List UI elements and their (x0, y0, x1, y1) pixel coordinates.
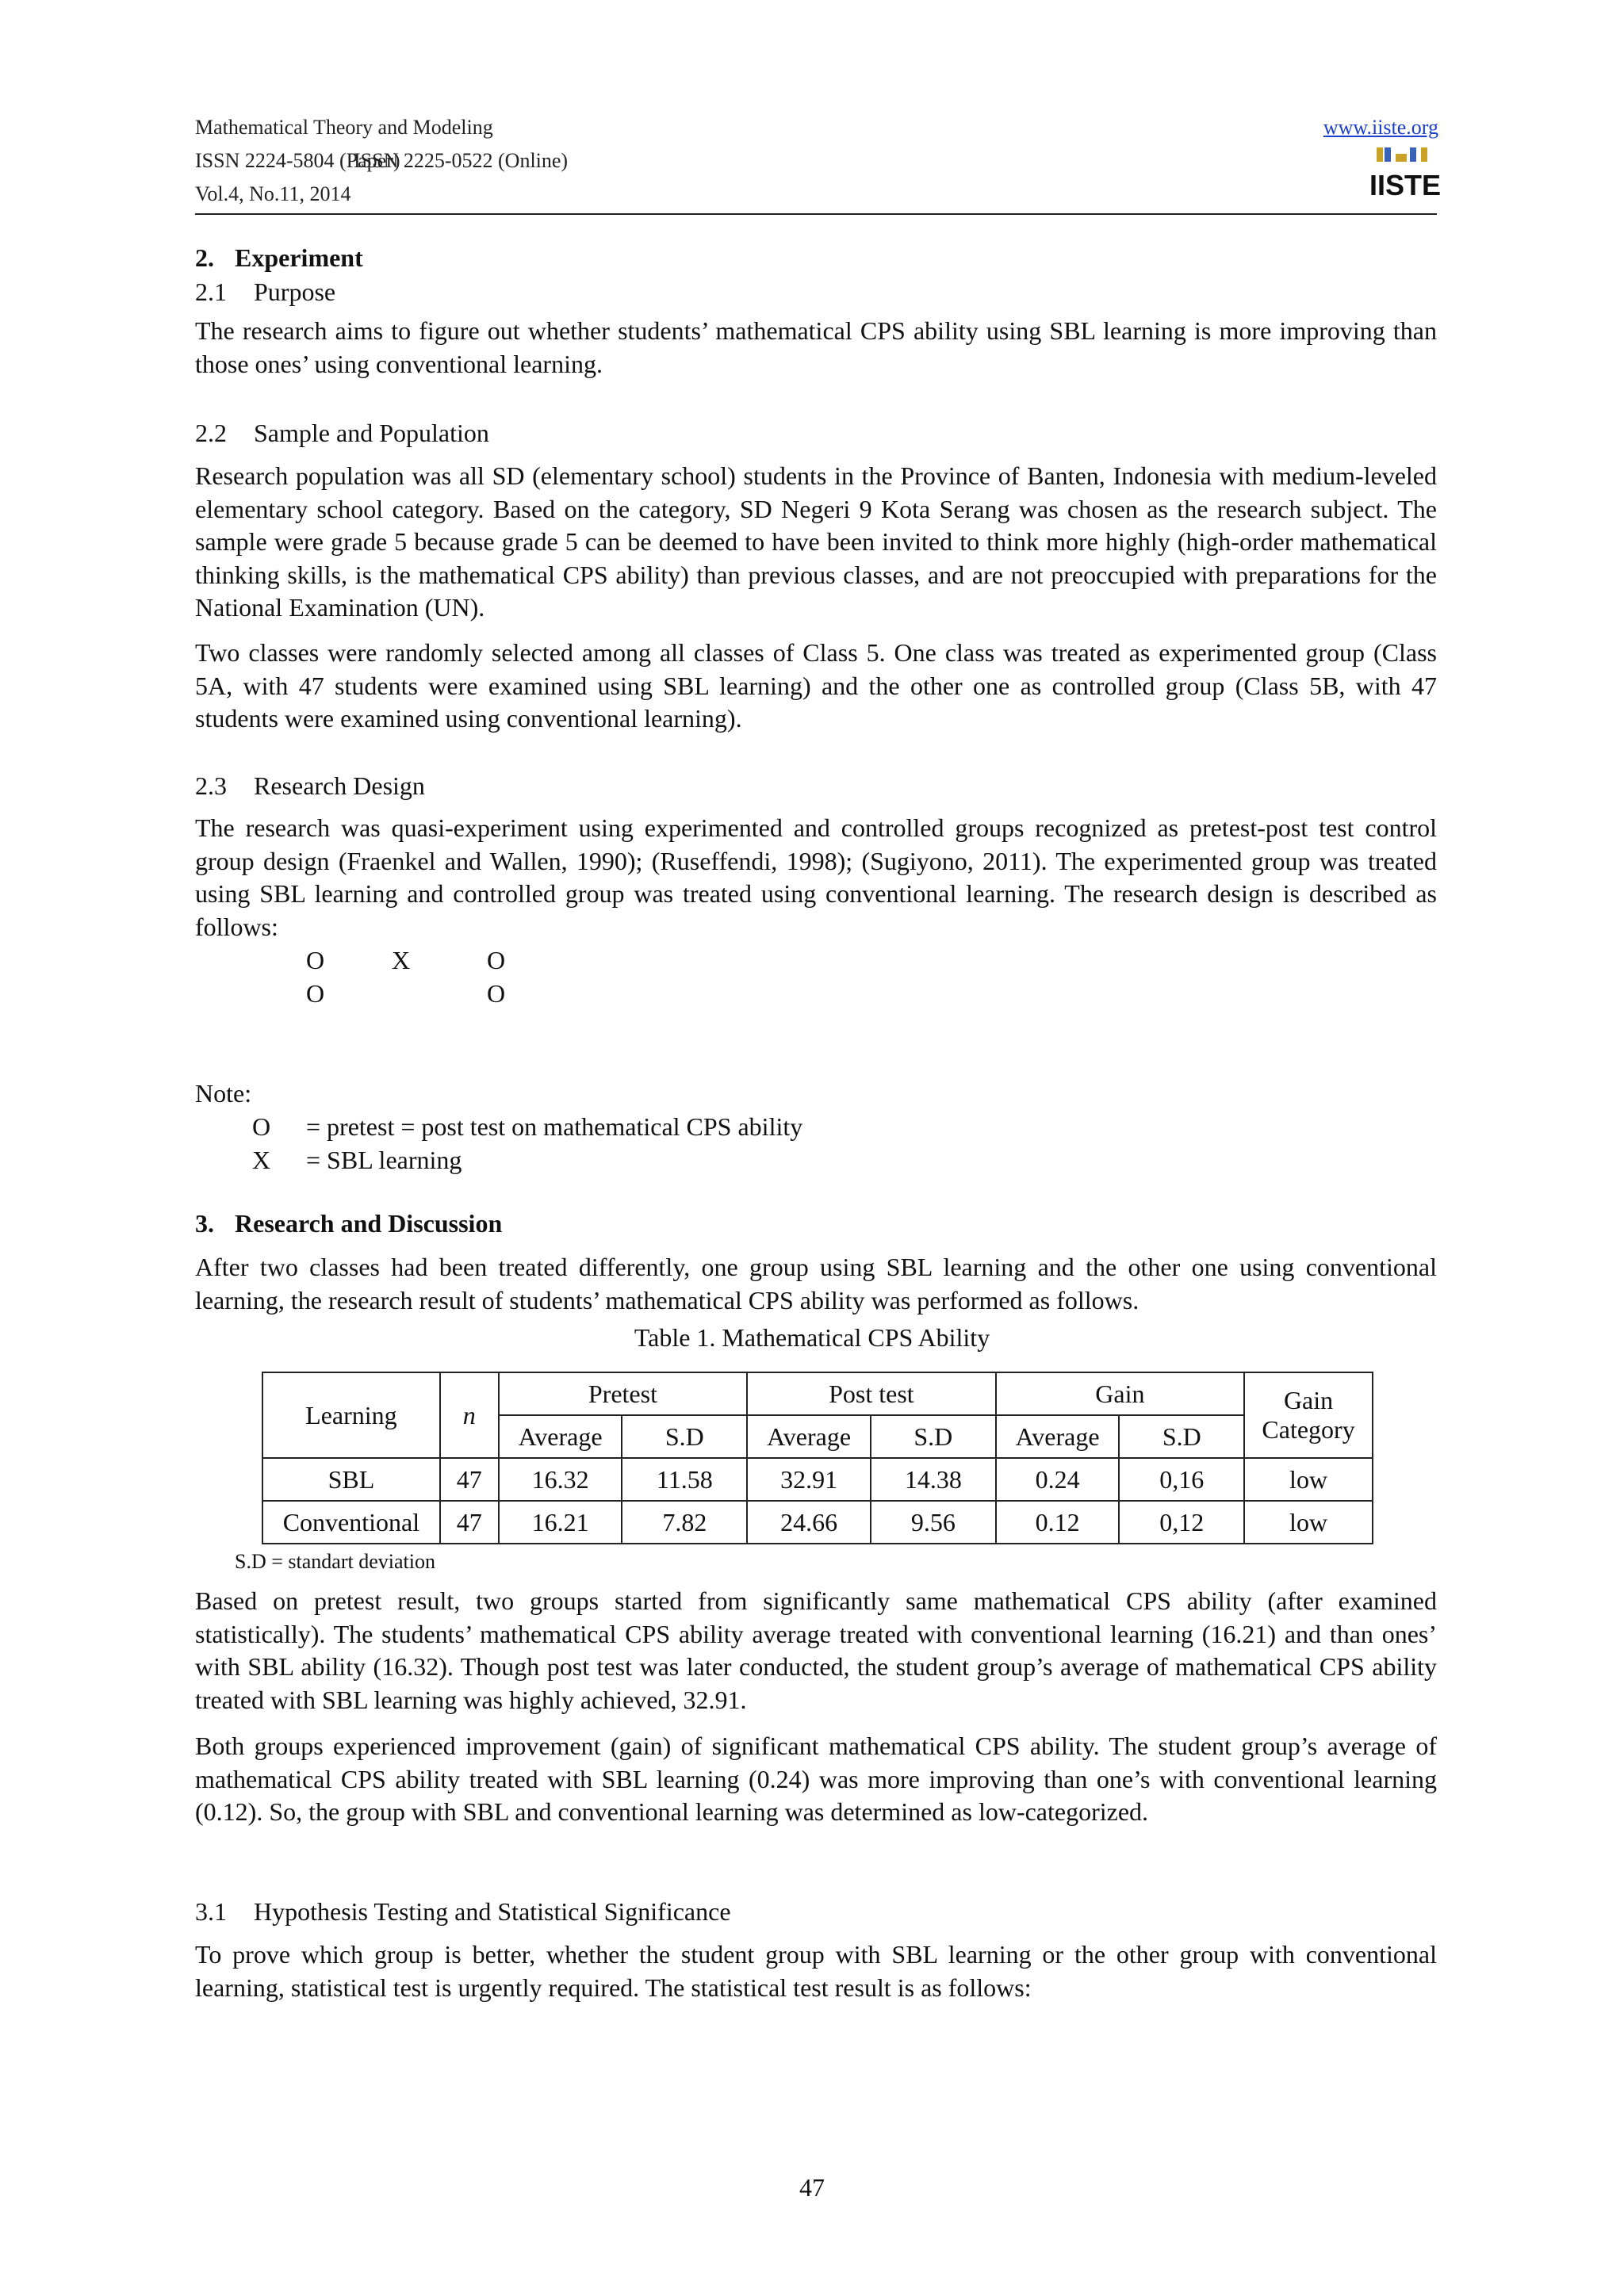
subsection-number: 2.3 (195, 771, 227, 800)
header-posttest-sd: S.D (871, 1415, 996, 1458)
header-gain-sd: S.D (1119, 1415, 1244, 1458)
cell-pretest-sd: 11.58 (622, 1458, 747, 1501)
cell-n: 47 (440, 1458, 499, 1501)
design-paragraph: The research was quasi-experiment using experimented and controlled groups recognized as pretest-post test control group design (Fraenkel and Wallen, 1990); (Ruseffendi, 1998); (Sugiyono, 2011). The experimented group was treated using SBL learning and controlled group was treated using conventional learning. The research design is described as follows: (195, 813, 1437, 941)
header-pretest-average: Average (499, 1415, 622, 1458)
cell-posttest-average: 32.91 (747, 1458, 871, 1501)
issn-online: ISSN 2225-0522 (Online) (354, 149, 569, 172)
header-pretest-sd: S.D (622, 1415, 747, 1458)
subsection-number: 2.2 (195, 419, 227, 447)
sample-paragraph-1: Research population was all SD (elementary school) students in the Province of Banten, Indonesia with medium-leveled elementary school category. Based on the category, SD Negeri 9 Kota Serang was chosen as the research subject. The sample were grade 5 because grade 5 can be deemed to have been invited to think more highly (high-order mathematical thinking skills, is the mathematical CPS ability) than previous classes, and are not preoccupied with preparations for the National Examination (UN). (195, 461, 1437, 622)
iiste-logo-icon (1369, 146, 1442, 201)
subsection-title: Hypothesis Testing and Statistical Significance (254, 1897, 731, 1926)
section-title: Research and Discussion (235, 1209, 503, 1238)
volume-info: Vol.4, No.11, 2014 (195, 182, 351, 205)
cell-n: 47 (440, 1501, 499, 1544)
section-3-heading (195, 1207, 502, 1239)
results-paragraph-2: Based on pretest result, two groups started from significantly same mathematical CPS ability (after examined statistically). The students’ mathematical CPS ability average treated with conventional learning (16.21) and than ones’ with SBL ability (16.32). Though post test was later conducted, the student group’s average of mathematical CPS ability treated with SBL learning was highly achieved, 32.91. (195, 1586, 1437, 1714)
header-gain-category-line1: Gain (1283, 1386, 1334, 1414)
design-pretest-o: O (306, 946, 325, 974)
design-posttest-o: O (487, 946, 506, 974)
logo-text: IISTE (1369, 169, 1442, 201)
cell-pretest-average: 16.21 (499, 1501, 622, 1544)
section-title: Experiment (235, 243, 363, 272)
table-footnote: S.D = standart deviation (235, 1550, 435, 1573)
note-symbol: O (252, 1112, 271, 1141)
subsection-3-1-heading (195, 1896, 731, 1927)
subsection-2-3-heading (195, 770, 425, 802)
design-pretest-o: O (306, 979, 325, 1008)
cps-ability-table (262, 1372, 1373, 1544)
cell-posttest-sd: 14.38 (871, 1458, 996, 1501)
journal-title: Mathematical Theory and Modeling (195, 116, 493, 139)
cell-pretest-average: 16.32 (499, 1458, 622, 1501)
header-posttest: Post test (747, 1372, 996, 1415)
subsection-number: 3.1 (195, 1897, 227, 1926)
results-intro-paragraph: After two classes had been treated differently, one group using SBL learning and the other one using conventional learning, the research result of students’ mathematical CPS ability was performed as follows. (195, 1253, 1437, 1314)
subsection-number: 2.1 (195, 277, 227, 306)
note-symbol: X (252, 1146, 271, 1174)
hypothesis-paragraph: To prove which group is better, whether the student group with SBL learning or the other group with conventional learning, statistical test is urgently required. The statistical test result is as follows: (195, 1940, 1437, 2002)
sample-paragraph-2: Two classes were randomly selected among all classes of Class 5. One class was treated as experimented group (Class 5A, with 47 students were examined using SBL learning) and the other one as controlled group (Class 5B, with 47 students were examined using conventional learning). (195, 638, 1437, 733)
cell-learning: Conventional (262, 1501, 440, 1544)
section-number: 3. (195, 1209, 214, 1238)
cell-gain-category: low (1244, 1458, 1373, 1501)
cell-gain-average: 0.24 (996, 1458, 1120, 1501)
table-row (262, 1458, 1373, 1501)
header-posttest-average: Average (747, 1415, 871, 1458)
cell-learning: SBL (262, 1458, 440, 1501)
design-treatment-x: X (392, 946, 411, 974)
cell-posttest-average: 24.66 (747, 1501, 871, 1544)
section-2-heading (195, 242, 363, 274)
cell-pretest-sd: 7.82 (622, 1501, 747, 1544)
header-gain: Gain (996, 1372, 1244, 1415)
header-rule (195, 213, 1437, 215)
cell-posttest-sd: 9.56 (871, 1501, 996, 1544)
purpose-paragraph: The research aims to figure out whether students’ mathematical CPS ability using SBL learning is more improving than those ones’ using conventional learning. (195, 316, 1437, 378)
subsection-2-1-heading (195, 276, 335, 308)
results-paragraph-3: Both groups experienced improvement (gain) of significant mathematical CPS ability. The student group’s average of mathematical CPS ability treated with SBL learning (0.24) was more improving than one’s with conventional learning (0.12). So, the group with SBL and conventional learning was determined as low-categorized. (195, 1732, 1437, 1826)
note-label: Note: (195, 1079, 252, 1108)
table-caption: Table 1. Mathematical CPS Ability (634, 1323, 990, 1352)
cell-gain-sd: 0,12 (1119, 1501, 1244, 1544)
subsection-title: Purpose (254, 277, 336, 306)
cell-gain-sd: 0,16 (1119, 1458, 1244, 1501)
note-definition: = SBL learning (306, 1146, 462, 1174)
subsection-2-2-heading (195, 417, 489, 449)
design-posttest-o: O (487, 979, 506, 1008)
subsection-title: Sample and Population (254, 419, 489, 447)
header-gain-category (1244, 1372, 1373, 1458)
note-definition: = pretest = post test on mathematical CPS ability (306, 1112, 803, 1141)
header-pretest: Pretest (499, 1372, 748, 1415)
header-gain-average: Average (996, 1415, 1120, 1458)
issn-print: ISSN 2224-5804 (Paper) (195, 149, 400, 172)
header-learning: Learning (262, 1372, 440, 1458)
cell-gain-average: 0.12 (996, 1501, 1120, 1544)
subsection-title: Research Design (254, 771, 425, 800)
header-n: n (440, 1372, 499, 1458)
section-number: 2. (195, 243, 214, 272)
cell-gain-category: low (1244, 1501, 1373, 1544)
page-number: 47 (799, 2173, 825, 2202)
journal-url-link[interactable]: www.iiste.org (1323, 116, 1438, 139)
table-row (262, 1501, 1373, 1544)
header-gain-category-line2: Category (1262, 1415, 1355, 1444)
